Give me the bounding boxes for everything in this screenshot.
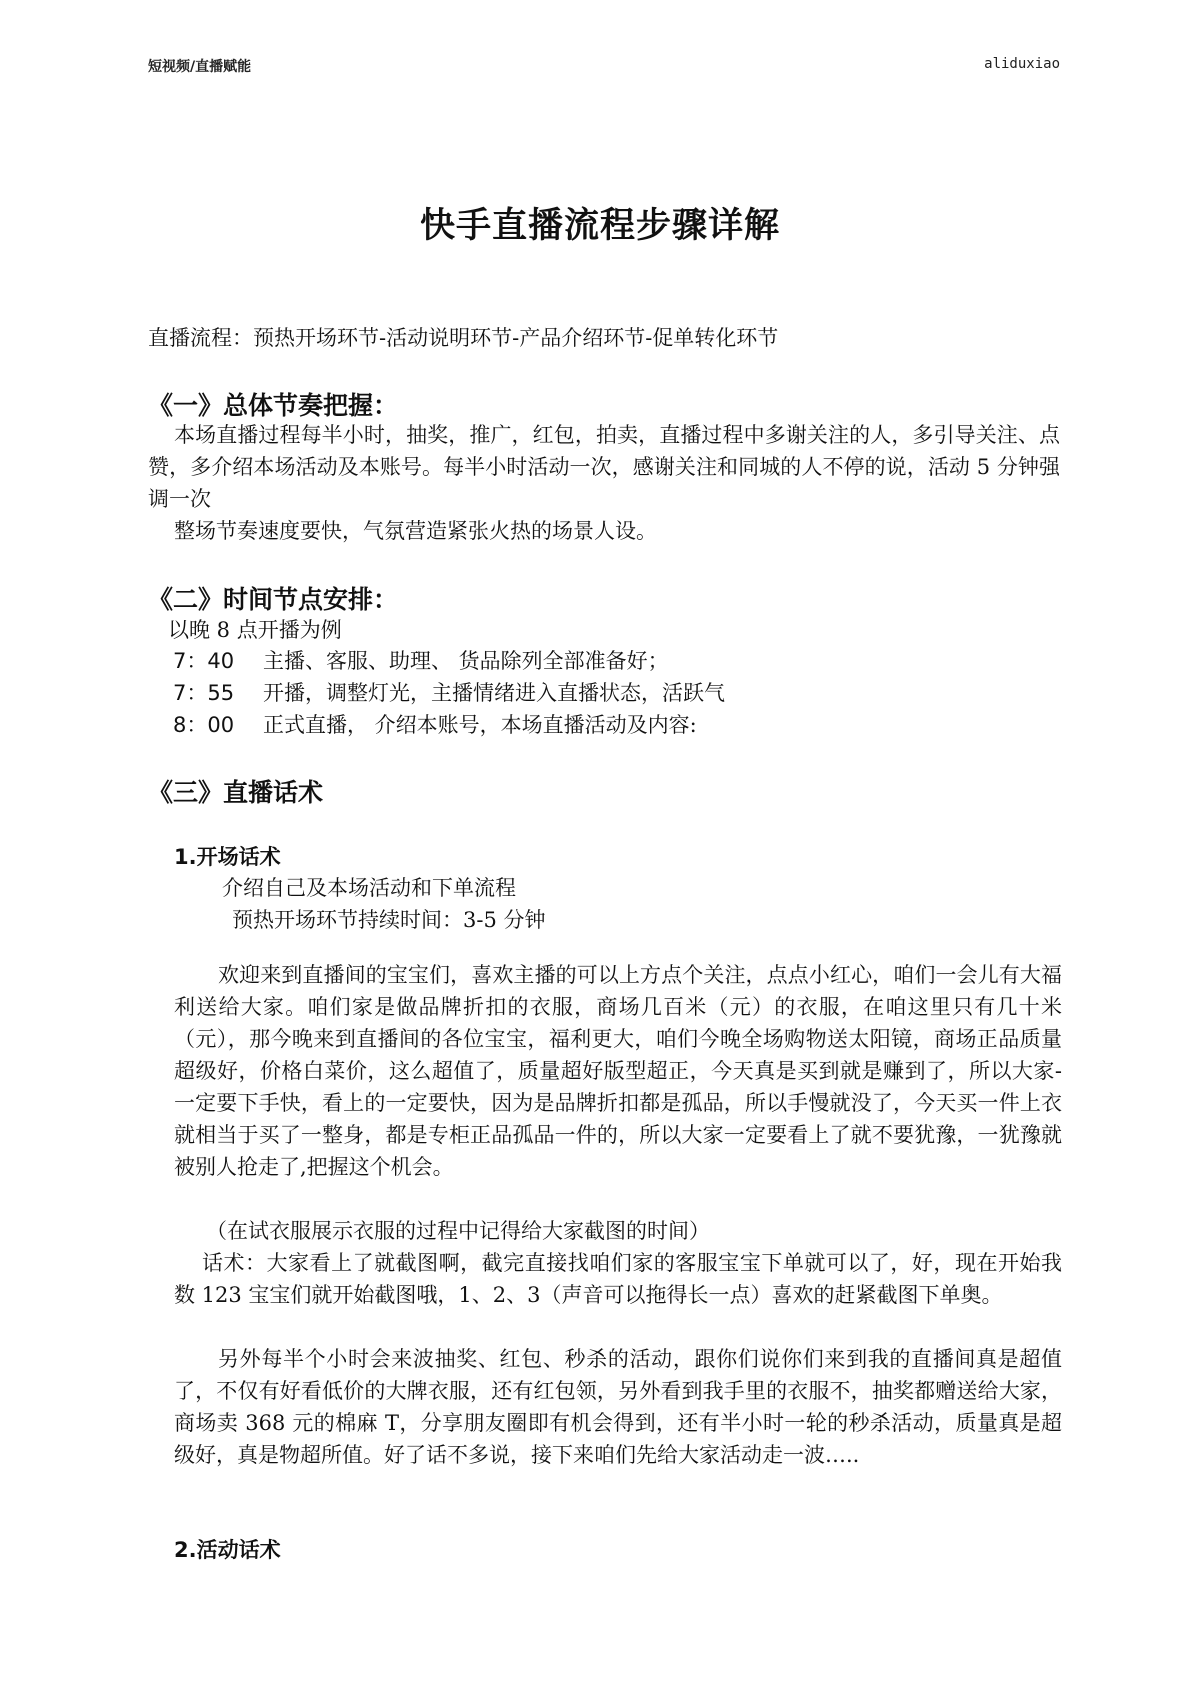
section-2-intro: 以晚 8 点开播为例 [168, 618, 342, 642]
schedule-time: 7：40 [173, 649, 235, 673]
opening-script-dialogue: 话术：大家看上了就截图啊，截完直接找咱们家的客服宝宝下单就可以了，好，现在开始我数 123 宝宝们就开始截图哦，1、2、3（声音可以拖得长一点）喜欢的赶紧截图下单奥。 [174, 1251, 1062, 1307]
schedule-text: 主播、客服、助理、 货品除列全部准备好； [263, 649, 669, 673]
section-1-paragraph-1: 本场直播过程每半小时，抽奖，推广，红包，拍卖，直播过程中多谢关注的人，多引导关注、点赞，多介绍本场活动及本账号。每半小时活动一次，感谢关注和同城的人不停的说，活动 5 分钟强调一次 [148, 423, 1060, 511]
header-right-label: aliduxiao [984, 56, 1060, 72]
schedule-time: 7：55 [173, 681, 235, 705]
schedule-row [173, 677, 725, 707]
schedule-time: 8：00 [173, 713, 235, 737]
header-left-label: 短视频/直播赋能 [148, 59, 252, 75]
opening-script-paragraph: 欢迎来到直播间的宝宝们，喜欢主播的可以上方点个关注，点点小红心，咱们一会儿有大福利送给大家。咱们家是做品牌折扣的衣服，商场几百米（元）的衣服，在咱这里只有几十米（元），那今晚来到直播间的各位宝宝，福利更大，咱们今晚全场购物送太阳镜，商场正品质量超级好，价格白菜价，这么超值了，质量超好版型超正，今天真是买到就是赚到了，所以大家-一定要下手快，看上的一定要快，因为是品牌折扣都是孤品，所以手慢就没了，今天买一件上衣就相当于买了一整身，都是专柜正品孤品一件的，所以大家一定要看上了就不要犹豫，一犹豫就被别人抢走了,把握这个机会。 [174, 963, 1062, 1179]
subsection-1-line-2: 预热开场环节持续时间：3-5 分钟 [232, 908, 546, 932]
section-2-heading: 《二》时间节点安排： [148, 585, 399, 614]
section-3-heading: 《三》直播话术 [148, 778, 324, 807]
schedule-row [173, 709, 697, 739]
opening-script-note: （在试衣服展示衣服的过程中记得给大家截图的时间） [206, 1219, 710, 1243]
schedule-text: 开播，调整灯光，主播情绪进入直播状态，活跃气 [263, 681, 725, 705]
subsection-2-heading: 2.活动话术 [174, 1538, 281, 1562]
flow-summary: 直播流程：预热开场环节-活动说明环节-产品介绍环节-促单转化环节 [148, 326, 779, 350]
subsection-1-heading: 1.开场话术 [174, 845, 281, 869]
schedule-text: 正式直播， 介绍本账号，本场直播活动及内容: [263, 713, 697, 737]
schedule-row [173, 645, 669, 675]
section-1-paragraph-2: 整场节奏速度要快，气氛营造紧张火热的场景人设。 [174, 519, 657, 543]
subsection-1-line-1: 介绍自己及本场活动和下单流程 [222, 876, 516, 900]
page-title: 快手直播流程步骤详解 [419, 206, 780, 246]
opening-script-activity: 另外每半个小时会来波抽奖、红包、秒杀的活动，跟你们说你们来到我的直播间真是超值了，不仅有好看低价的大牌衣服，还有红包领，另外看到我手里的衣服不，抽奖都赠送给大家，商场卖 368 元的棉麻 T，分享朋友圈即有机会得到，还有半小时一轮的秒杀活动，质量真是超级好，真是物超所值。好了话不多说，接下来咱们先给大家活动走一波….. [174, 1347, 1062, 1467]
section-1-heading: 《一》总体节奏把握： [148, 391, 399, 420]
